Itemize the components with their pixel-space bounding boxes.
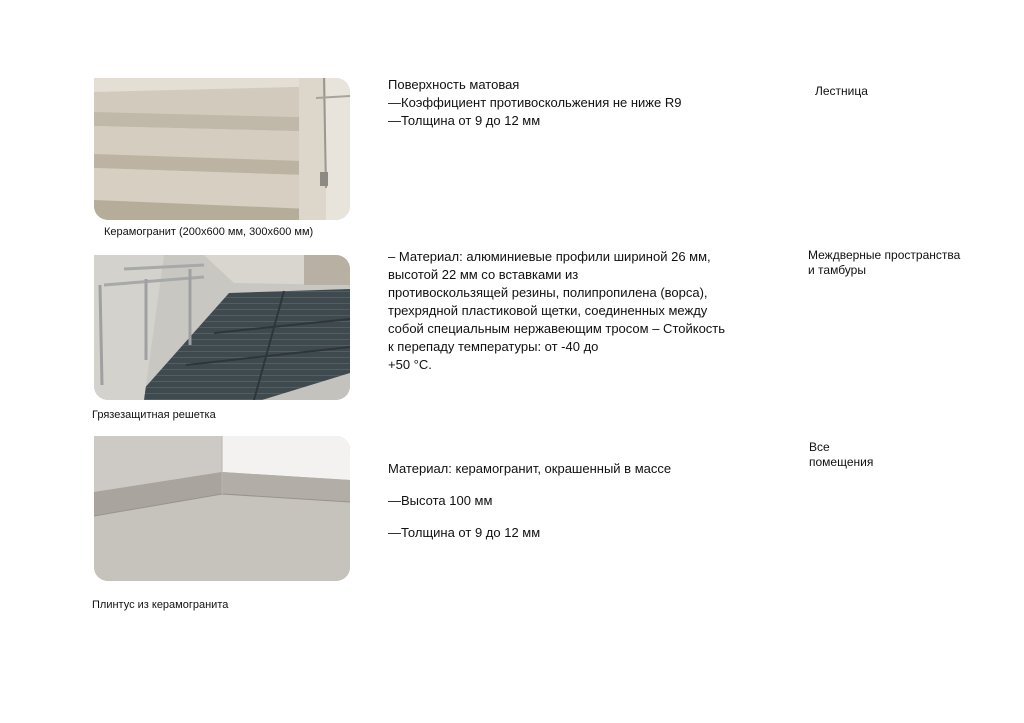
description-line: Поверхность матовая [388, 77, 520, 92]
skirting-photo [94, 436, 350, 581]
item-location [809, 440, 873, 470]
location-line: помещения [809, 455, 874, 469]
description-line: – Материал: алюминиевые профили шириной 26 мм, [388, 249, 711, 264]
description-line: —Толщина от 9 до 12 мм [388, 113, 541, 128]
description-line: к перепаду температуры: от -40 до [388, 339, 599, 354]
description-line: +50 °C. [388, 357, 432, 372]
location-line: Все [809, 440, 830, 454]
grate-photo [94, 255, 350, 400]
location-line: Междверные пространства [808, 248, 961, 262]
description-line: —Толщина от 9 до 12 мм [388, 525, 541, 540]
description-line: —Высота 100 мм [388, 493, 493, 508]
description-line: трехрядной пластиковой щетки, соединенных между [388, 303, 708, 318]
description-line: собой специальным нержавеющим тросом – Стойкость [388, 321, 726, 336]
description-line: высотой 22 мм со вставками из [388, 267, 579, 282]
description-line: противоскользящей резины, полипропилена (ворса), [388, 285, 708, 300]
location-line: и тамбуры [808, 263, 866, 277]
description-line: —Коэффициент противоскольжения не ниже R9 [388, 95, 682, 110]
item-location [815, 84, 868, 99]
item-caption: Плинтус из керамогранита [92, 599, 229, 611]
item-description [388, 248, 725, 374]
item-location [808, 248, 960, 278]
description-line: Материал: керамогранит, окрашенный в массе [388, 461, 672, 476]
item-caption: Керамогранит (200x600 мм, 300x600 мм) [104, 226, 314, 238]
item-description [388, 460, 671, 542]
item-description [388, 76, 681, 130]
stairs-photo [94, 78, 350, 220]
item-caption: Грязезащитная решетка [92, 409, 216, 421]
location-line: Лестница [815, 84, 868, 98]
